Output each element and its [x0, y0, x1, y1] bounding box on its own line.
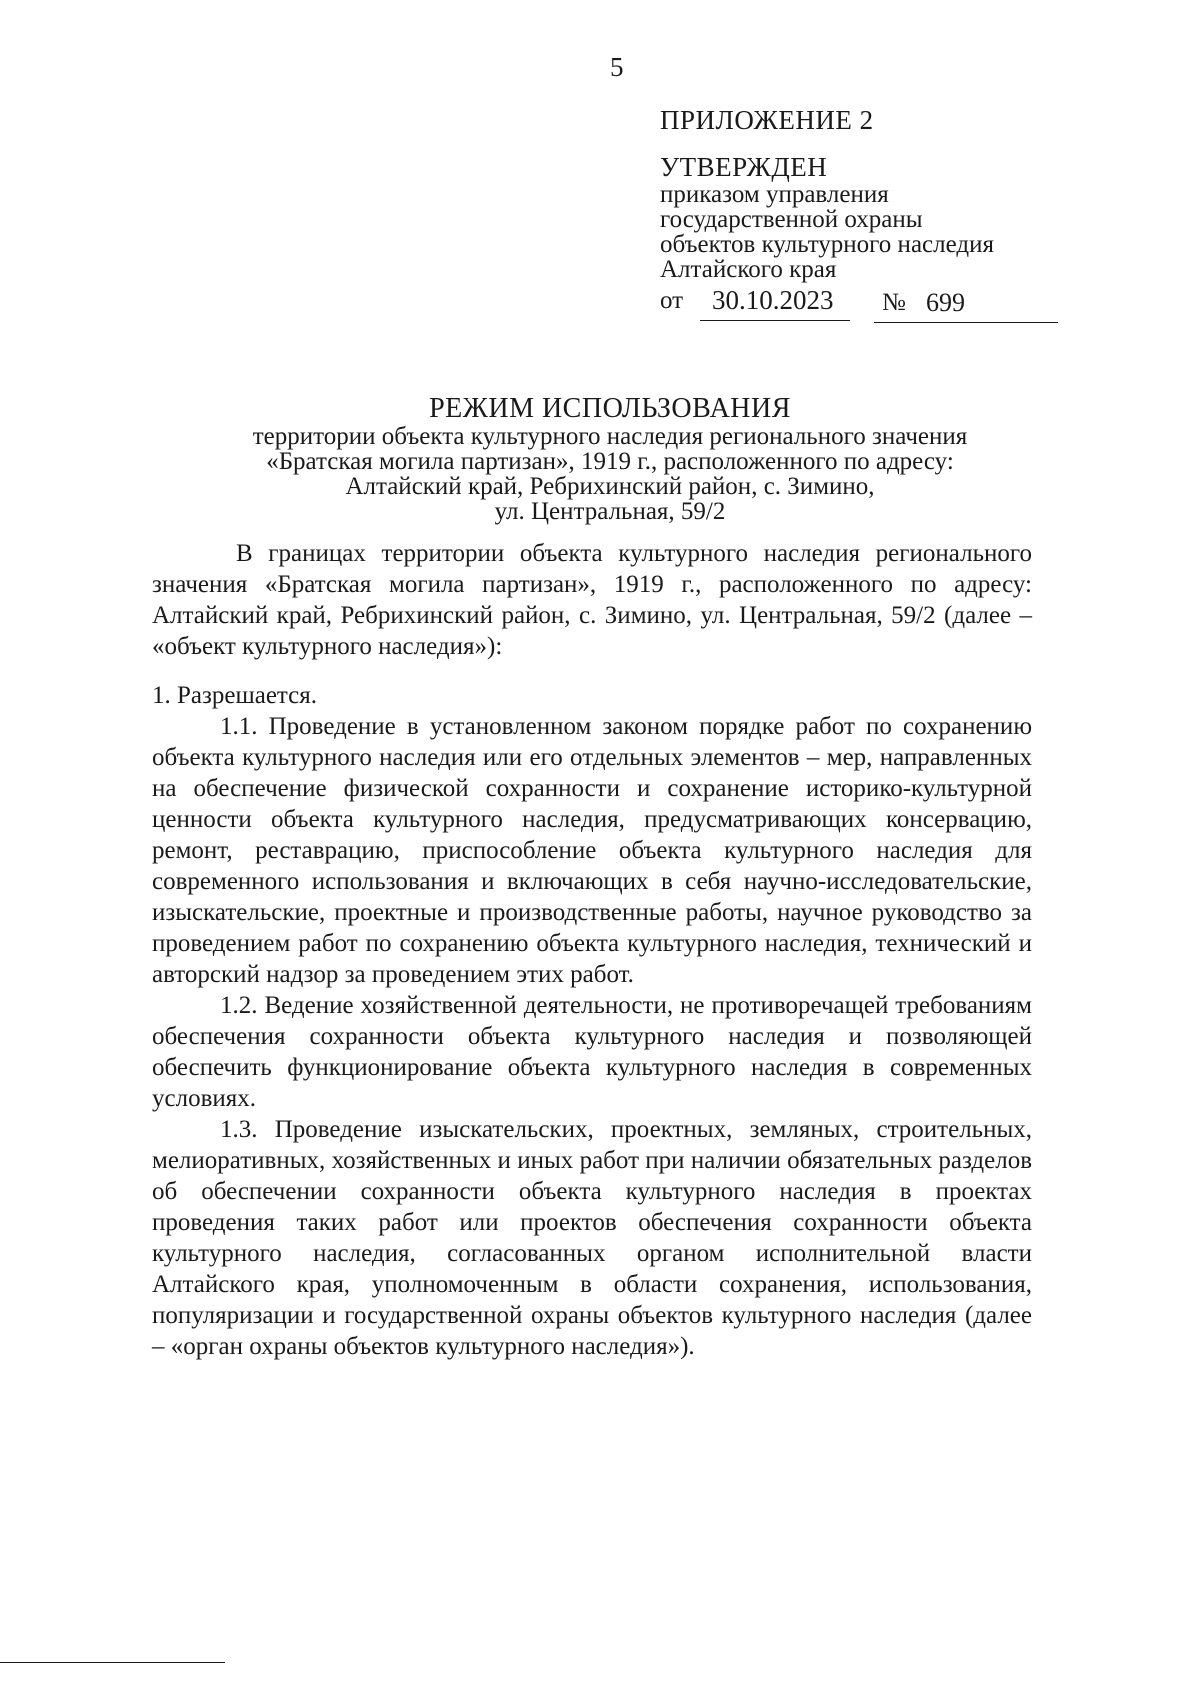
page-number: 5	[610, 52, 624, 82]
footer-rule	[0, 1662, 225, 1663]
order-number: 699	[926, 288, 965, 317]
approval-line: объектов культурного наследия	[660, 231, 994, 258]
intro-paragraph: В границах территории объекта культурного наследия регионального значения «Братская могила партизан», 1919 г., расположенного по адресу: Алтайский край, Ребрихинский район, с. Зимино, ул. Центральная, 59/2 (далее – «объект культурного наследия»):	[152, 540, 1032, 660]
clause-1-1: 1.1. Проведение в установленном законом порядке работ по сохранению объекта культурного наследия или его отдельных элементов – мер, направленных на обеспечение физической сохранности и сохранение историко-культурной ценности объекта культурного наследия, предусматривающих консервацию, ремонт, реставрацию, приспособление объекта культурного наследия для современного использования и включающих в себя научно-исследовательские, изыскательские, проектные и производственные работы, научное руководство за проведением работ по сохранению объекта культурного наследия, технический и авторский надзор за проведением этих работ.	[152, 713, 1032, 988]
date-underline	[700, 320, 850, 321]
approval-line: Алтайского края	[660, 256, 837, 283]
intro-paragraph-block	[152, 538, 1032, 662]
section-heading: 1. Разрешается.	[152, 682, 317, 709]
number-underline	[874, 322, 1058, 323]
approval-line: государственной охраны	[660, 206, 923, 233]
clause-1-3: 1.3. Проведение изыскательских, проектных, земляных, строительных, мелиоративных, хозяйственных и иных работ при наличии обязательных разделов об обеспечении сохранности объекта культурного наследия в проектах проведения таких работ или проектов обеспечения сохранности объекта культурного наследия, согласованных органом исполнительной власти Алтайского края, уполномоченным в области сохранения, использования, популяризации и государственной охраны объектов культурного наследия (далее – «орган охраны объектов культурного наследия»).	[152, 1116, 1032, 1360]
order-date-row	[660, 285, 1060, 328]
title-line: территории объекта культурного наследия регионального значения	[252, 423, 968, 450]
approved-label: УТВЕРЖДЕН	[660, 152, 828, 182]
appendix-label: ПРИЛОЖЕНИЕ 2	[660, 105, 874, 135]
title-line: Алтайский край, Ребрихинский район, с. Зимино,	[345, 473, 875, 500]
approval-stamp	[660, 105, 1060, 328]
section-permitted	[152, 680, 1032, 1362]
clause-1-2: 1.2. Ведение хозяйственной деятельности, не противоречащей требованиям обеспечения сохранности объекта культурного наследия и позволяющей обеспечить функционирование объекта культурного наследия в современных условиях.	[152, 992, 1032, 1112]
document-title-block	[140, 394, 1080, 524]
document-title: РЕЖИМ ИСПОЛЬЗОВАНИЯ	[429, 393, 791, 424]
title-line: ул. Центральная, 59/2	[494, 498, 726, 525]
title-line: «Братская могила партизан», 1919 г., расположенного по адресу:	[266, 448, 954, 475]
number-sign: №	[882, 289, 906, 316]
approval-line: приказом управления	[660, 181, 889, 208]
order-date: 30.10.2023	[712, 285, 834, 315]
date-prefix: от	[660, 287, 684, 314]
